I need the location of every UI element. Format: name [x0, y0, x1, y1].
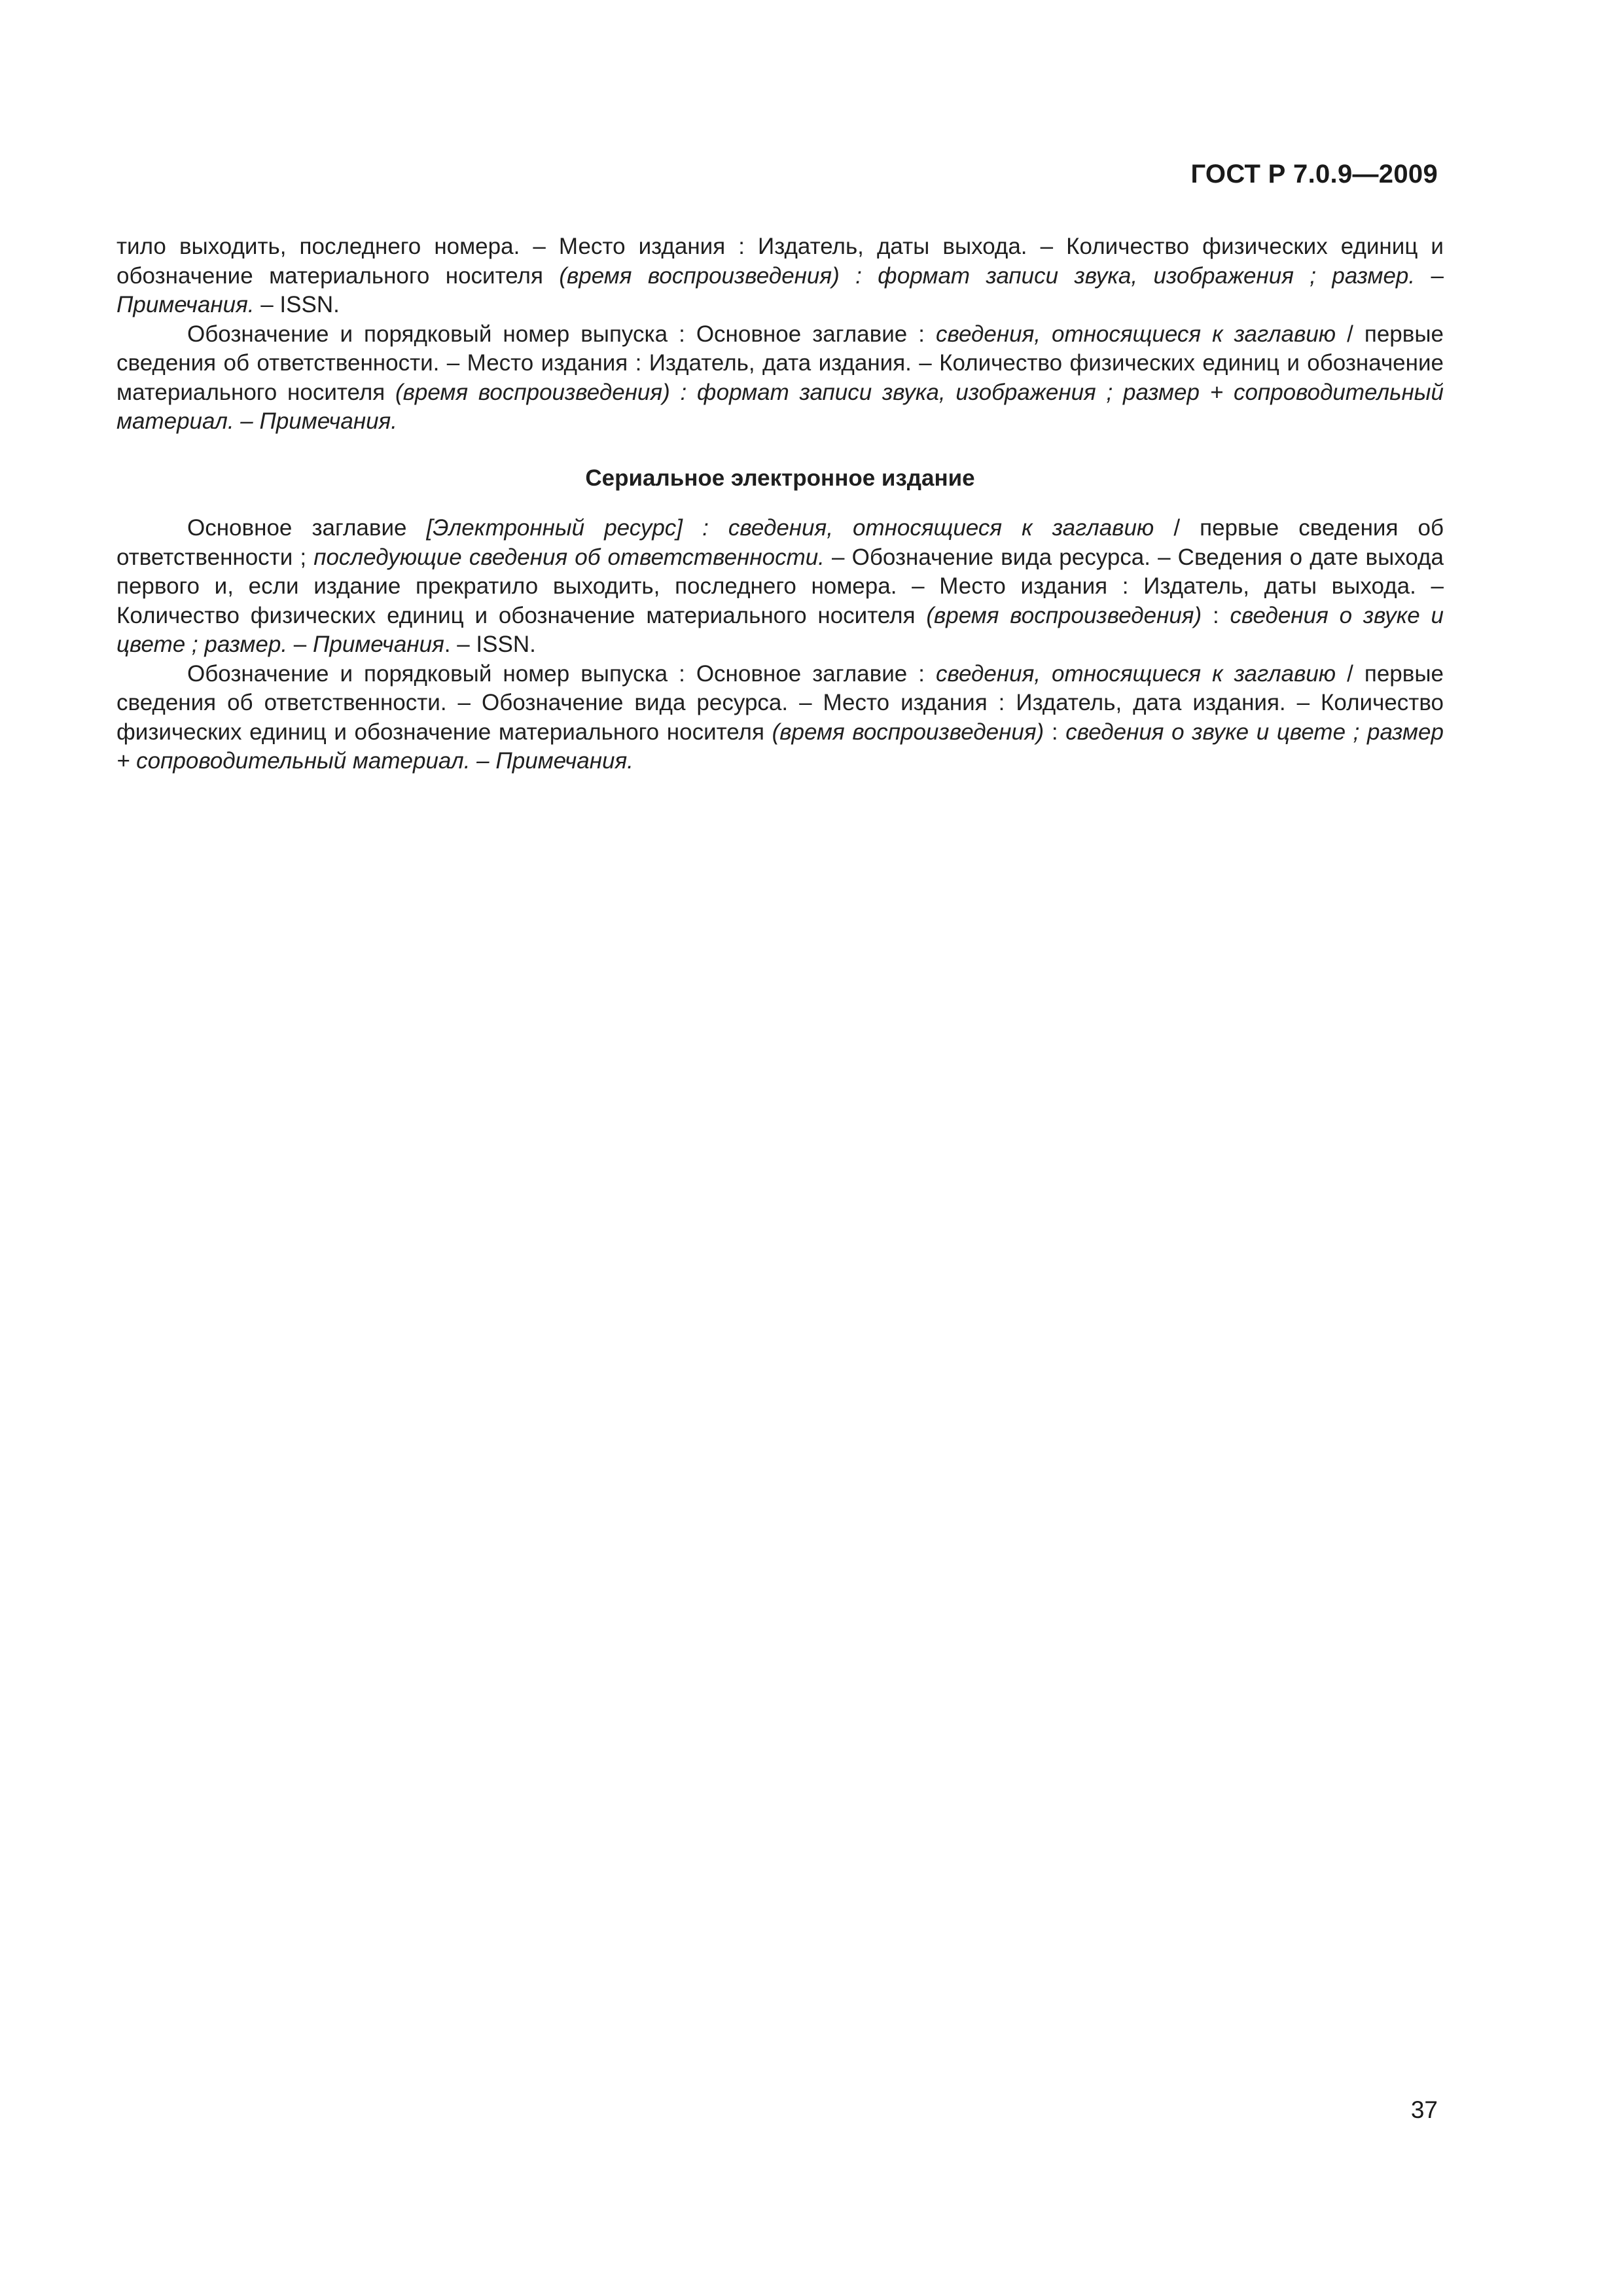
- italic-text-run: (время воспроизведения): [926, 602, 1202, 628]
- document-body: [116, 232, 1444, 776]
- paragraph: [116, 232, 1444, 320]
- text-run: / первые сведения об ответственности ;: [116, 515, 1444, 570]
- text-run: / первые сведения об ответственности. – Место издания : Издатель, дата издания. – Количество физических единиц и обозначение материального носителя: [116, 321, 1444, 405]
- paragraph: [116, 320, 1444, 437]
- text-run: – Обозначение вида ресурса. – Сведения о дате выхода первого и, если издание прекратило выходить, последнего номера. – Место издания : Издатель, даты выхода. – Количество физических единиц и обозначение материального носителя: [116, 544, 1444, 628]
- italic-text-run: Примечания: [313, 632, 444, 657]
- text-run: / первые сведения об ответственности. – Обозначение вида ресурса. – Место издания : Издатель, дата издания. – Количество физических единиц и обозначение материального носителя: [116, 660, 1444, 745]
- text-run: – ISSN.: [254, 292, 340, 317]
- italic-text-run: сведения о звуке и цвете ; размер + сопроводительный материал. – Примечания.: [116, 719, 1444, 774]
- text-run: тило выходить, последнего номера. – Место издания : Издатель, даты выхода. – Количество физических единиц и обозначение материального носителя: [116, 234, 1444, 289]
- page-number: 37: [1410, 2096, 1438, 2123]
- italic-text-run: последующие сведения об ответственности.: [313, 544, 825, 570]
- paragraph: [116, 514, 1444, 660]
- italic-text-run: сведения о звуке и цвете ; размер.: [116, 602, 1444, 657]
- section-heading: Сериальное электронное издание: [585, 465, 975, 491]
- italic-text-run: [Электронный ресурс] : сведения, относящиеся к заглавию: [426, 515, 1154, 541]
- text-run: Обозначение и порядковый номер выпуска : Основное заглавие :: [187, 321, 936, 347]
- paragraph: [116, 660, 1444, 776]
- standard-header: ГОСТ Р 7.0.9—2009: [1190, 160, 1438, 188]
- italic-text-run: (время воспроизведения): [772, 719, 1044, 745]
- italic-text-run: Примечания.: [116, 292, 255, 317]
- text-run: Основное заглавие: [187, 515, 427, 541]
- italic-text-run: (время воспроизведения) : формат записи звука, изображения ; размер + сопроводительный материал. – Примечания.: [116, 379, 1444, 434]
- text-run: . – ISSN.: [444, 632, 536, 657]
- text-run: Обозначение и порядковый номер выпуска : Основное заглавие :: [187, 660, 936, 687]
- text-run: :: [1202, 602, 1230, 628]
- italic-text-run: сведения, относящиеся к заглавию: [935, 660, 1336, 687]
- text-run: :: [1044, 719, 1066, 745]
- italic-text-run: (время воспроизведения) : формат записи звука, изображения ; размер.: [559, 262, 1416, 289]
- italic-text-run: сведения, относящиеся к заглавию: [935, 321, 1336, 347]
- text-run: –: [1415, 262, 1444, 289]
- text-run: –: [287, 632, 313, 657]
